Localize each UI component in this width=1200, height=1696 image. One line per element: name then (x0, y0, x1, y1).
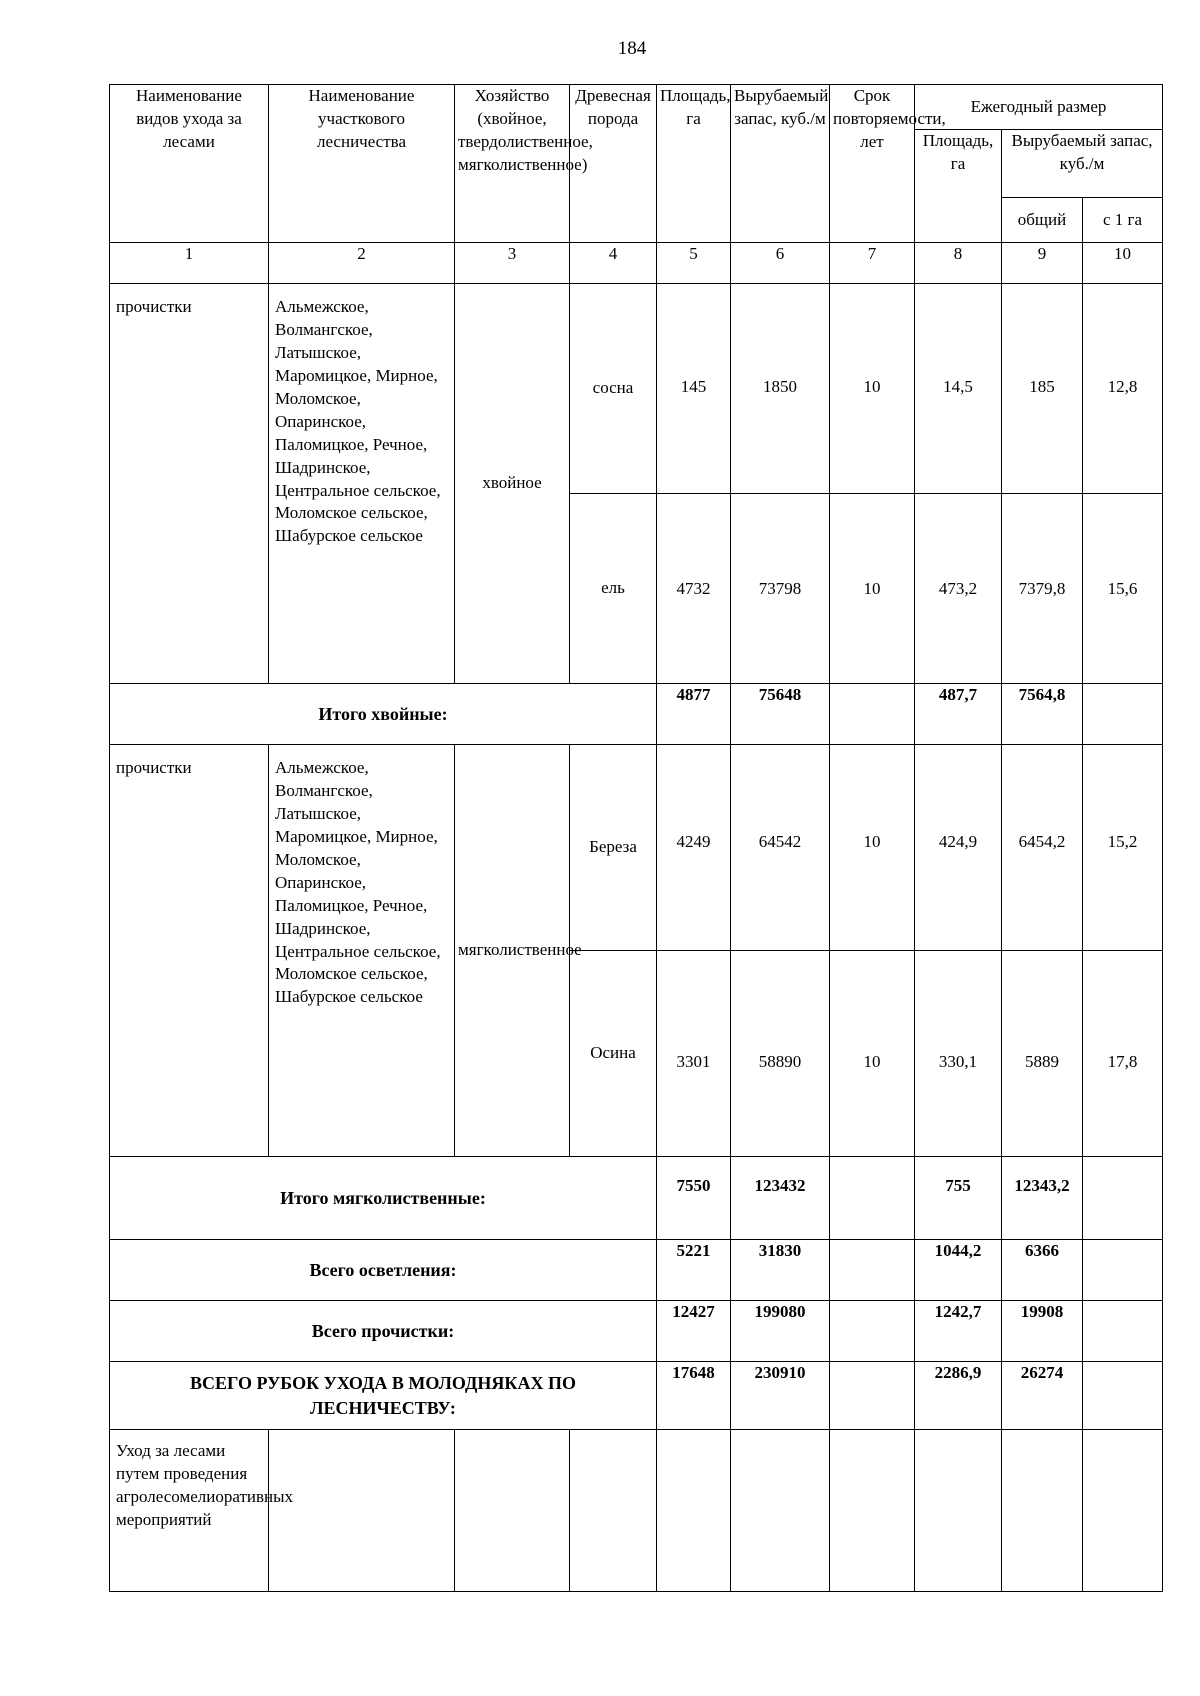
header-annual-per-ha: с 1 га (1083, 198, 1163, 243)
total-per-ha (1083, 1362, 1163, 1430)
header-species: Древесная порода (570, 85, 657, 243)
total-area: 5221 (657, 1240, 731, 1301)
care-type-cell: прочистки (110, 745, 269, 1157)
stock-cell: 58890 (731, 951, 830, 1157)
farm-cell: хвойное (455, 284, 570, 684)
total-area: 17648 (657, 1362, 731, 1430)
total-row (110, 1157, 1163, 1240)
total-annual-stock: 12343,2 (1002, 1157, 1083, 1240)
header-area: Площадь, га (657, 85, 731, 243)
total-annual-area: 755 (915, 1157, 1002, 1240)
total-per-ha (1083, 1157, 1163, 1240)
empty-cell (830, 1430, 915, 1592)
col-number: 5 (657, 243, 731, 284)
total-annual-stock: 19908 (1002, 1301, 1083, 1362)
total-annual-stock: 7564,8 (1002, 684, 1083, 745)
total-annual-area: 1044,2 (915, 1240, 1002, 1301)
header-row (110, 85, 1163, 130)
total-row (110, 1301, 1163, 1362)
total-period (830, 1157, 915, 1240)
per-ha-cell: 15,2 (1083, 745, 1163, 951)
total-label: Всего осветления: (110, 1240, 657, 1301)
col-number: 8 (915, 243, 1002, 284)
total-label: Итого мягколиственные: (110, 1157, 657, 1240)
per-ha-cell: 12,8 (1083, 284, 1163, 494)
total-stock: 199080 (731, 1301, 830, 1362)
annual-stock-cell: 6454,2 (1002, 745, 1083, 951)
period-cell: 10 (830, 951, 915, 1157)
col-number: 3 (455, 243, 570, 284)
empty-cell (455, 1430, 570, 1592)
header-forestry: Наименование участкового лесничества (269, 85, 455, 243)
total-stock: 31830 (731, 1240, 830, 1301)
col-number: 6 (731, 243, 830, 284)
empty-cell (731, 1430, 830, 1592)
total-annual-stock: 6366 (1002, 1240, 1083, 1301)
per-ha-cell: 15,6 (1083, 494, 1163, 684)
total-row (110, 1240, 1163, 1301)
area-cell: 4732 (657, 494, 731, 684)
total-period (830, 1301, 915, 1362)
empty-cell (1002, 1430, 1083, 1592)
empty-cell (915, 1430, 1002, 1592)
col-number: 4 (570, 243, 657, 284)
total-annual-stock: 26274 (1002, 1362, 1083, 1430)
area-cell: 3301 (657, 951, 731, 1157)
total-row (110, 1362, 1163, 1430)
total-stock: 75648 (731, 684, 830, 745)
column-number-row (110, 243, 1163, 284)
total-stock: 123432 (731, 1157, 830, 1240)
total-per-ha (1083, 1301, 1163, 1362)
col-number: 10 (1083, 243, 1163, 284)
total-label: Всего прочистки: (110, 1301, 657, 1362)
period-cell: 10 (830, 745, 915, 951)
empty-cell (570, 1430, 657, 1592)
annual-stock-cell: 7379,8 (1002, 494, 1083, 684)
table-row (110, 1430, 1163, 1592)
species-cell: ель (570, 494, 657, 684)
per-ha-cell: 17,8 (1083, 951, 1163, 1157)
care-type-cell: прочистки (110, 284, 269, 684)
annual-stock-cell: 185 (1002, 284, 1083, 494)
period-cell: 10 (830, 494, 915, 684)
page-number: 184 (617, 38, 647, 59)
annual-area-cell: 330,1 (915, 951, 1002, 1157)
annual-area-cell: 14,5 (915, 284, 1002, 494)
header-annual-total: общий (1002, 198, 1083, 243)
empty-cell (269, 1430, 455, 1592)
species-cell: Осина (570, 951, 657, 1157)
empty-cell (657, 1430, 731, 1592)
total-area: 4877 (657, 684, 731, 745)
header-annual-area: Площадь, га (915, 130, 1002, 243)
total-period (830, 1240, 915, 1301)
total-annual-area: 1242,7 (915, 1301, 1002, 1362)
header-period: Срок повторяемости, лет (830, 85, 915, 243)
col-number: 9 (1002, 243, 1083, 284)
species-cell: Береза (570, 745, 657, 951)
annual-stock-cell: 5889 (1002, 951, 1083, 1157)
farm-cell: мягколиственное (455, 745, 570, 1157)
stock-cell: 1850 (731, 284, 830, 494)
header-stock: Вырубаемый запас, куб./м (731, 85, 830, 243)
total-period (830, 684, 915, 745)
col-number: 2 (269, 243, 455, 284)
header-care-type: Наименование видов ухода за лесами (110, 85, 269, 243)
total-period (830, 1362, 915, 1430)
forestry-list-cell: Альмежское, Волмангское, Латышское, Маромицкое, Мирное, Моломское, Опаринское, Паломицкое, Речное, Шадринское, Центральное сельское, Моломское сельское, Шабурское сельское (269, 284, 455, 684)
grand-total-label: ВСЕГО РУБОК УХОДА В МОЛОДНЯКАХ ПО ЛЕСНИЧЕСТВУ: (110, 1362, 657, 1430)
care-type-cell: Уход за лесами путем проведения агролесомелиоративных мероприятий (110, 1430, 269, 1592)
total-row (110, 684, 1163, 745)
stock-cell: 64542 (731, 745, 830, 951)
total-annual-area: 487,7 (915, 684, 1002, 745)
empty-cell (1083, 1430, 1163, 1592)
total-per-ha (1083, 684, 1163, 745)
total-annual-area: 2286,9 (915, 1362, 1002, 1430)
stock-cell: 73798 (731, 494, 830, 684)
area-cell: 4249 (657, 745, 731, 951)
species-cell: сосна (570, 284, 657, 494)
total-stock: 230910 (731, 1362, 830, 1430)
header-farm: Хозяйство (хвойное, твердолиственное, мягколиственное) (455, 85, 570, 243)
area-cell: 145 (657, 284, 731, 494)
header-annual: Ежегодный размер (915, 85, 1163, 130)
forest-care-table (109, 84, 1163, 1592)
total-area: 12427 (657, 1301, 731, 1362)
annual-area-cell: 473,2 (915, 494, 1002, 684)
header-annual-stock: Вырубаемый запас, куб./м (1002, 130, 1163, 198)
annual-area-cell: 424,9 (915, 745, 1002, 951)
table-row (110, 284, 1163, 494)
forestry-list-cell: Альмежское, Волмангское, Латышское, Маромицкое, Мирное, Моломское, Опаринское, Паломицкое, Речное, Шадринское, Центральное сельское, Моломское сельское, Шабурское сельское (269, 745, 455, 1157)
total-label: Итого хвойные: (110, 684, 657, 745)
period-cell: 10 (830, 284, 915, 494)
col-number: 7 (830, 243, 915, 284)
total-per-ha (1083, 1240, 1163, 1301)
table-row (110, 745, 1163, 951)
col-number: 1 (110, 243, 269, 284)
total-area: 7550 (657, 1157, 731, 1240)
